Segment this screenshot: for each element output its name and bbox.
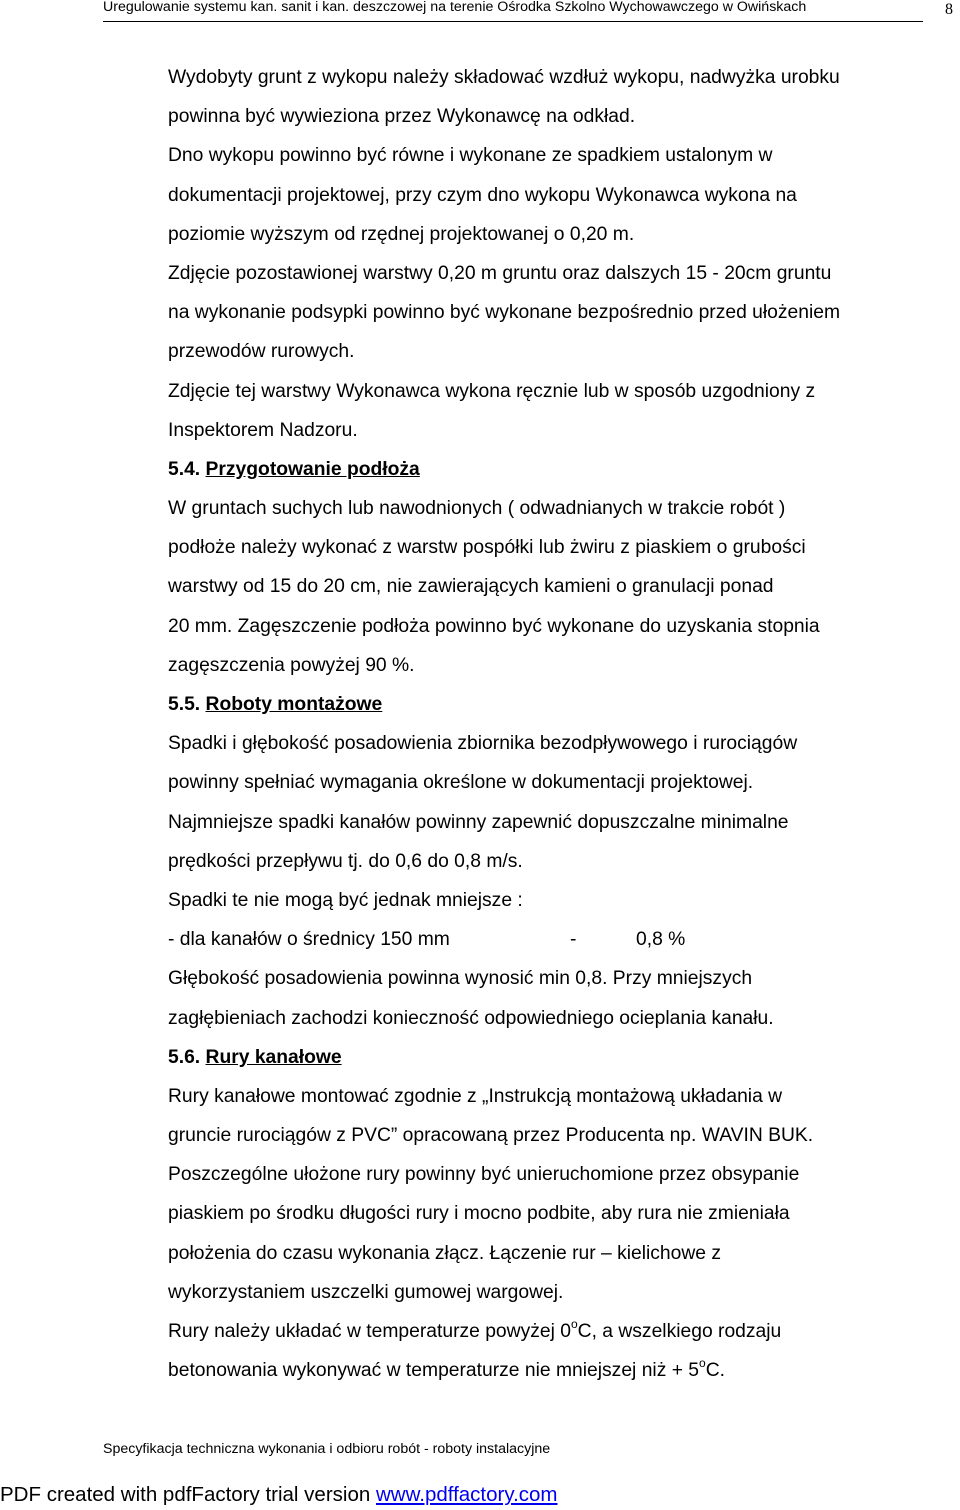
temperature-line: [168, 1351, 960, 1390]
body-line: prędkości przepływu tj. do 0,6 do 0,8 m/s.: [168, 850, 523, 872]
temp-text: C, a wszelkiego rodzaju: [577, 1321, 782, 1342]
body-line: poziomie wyższym od rzędnej projektowanej o 0,20 m.: [168, 223, 635, 245]
temp-text: betonowania wykonywać w temperaturze nie mniejszej niż + 5: [168, 1360, 700, 1382]
slope-value: 0,8 %: [636, 929, 686, 951]
body-line: położenia do czasu wykonania złącz. Łączenie rur – kielichowe z: [168, 1242, 722, 1264]
body-line: Poszczególne ułożone rury powinny być unieruchomione przez obsypanie: [168, 1164, 800, 1186]
section-heading-5-5: [168, 685, 960, 724]
section-number: 5.6.: [168, 1046, 201, 1068]
section-number: 5.4.: [168, 458, 201, 480]
body-line: Inspektorem Nadzoru.: [168, 419, 358, 441]
header-divider: [103, 21, 923, 22]
body-line: Najmniejsze spadki kanałów powinny zapewnić dopuszczalne minimalne: [168, 811, 789, 833]
body-line: warstwy od 15 do 20 cm, nie zawierających kamieni o granulacji ponad: [168, 576, 774, 598]
temp-text: Rury należy układać w temperaturze powyżej 0: [168, 1321, 571, 1342]
degree-superscript: o: [570, 1317, 578, 1331]
body-line: W gruntach suchych lub nawodnionych ( odwadnianych w trakcie robót ): [168, 498, 786, 520]
pdf-text: PDF created with pdfFactory trial version: [0, 1483, 376, 1506]
body-line: powinny spełniać wymagania określone w dokumentacji projektowej.: [168, 772, 754, 794]
degree-superscript: o: [699, 1356, 706, 1371]
slope-requirement-row: [168, 920, 960, 959]
body-line: Spadki i głębokość posadowienia zbiornika bezodpływowego i rurociągów: [168, 733, 798, 755]
body-line: przewodów rurowych.: [168, 341, 355, 363]
body-line: na wykonanie podsypki powinno być wykonane bezpośrednio przed ułożeniem: [168, 302, 841, 324]
body-line: Spadki te nie mogą być jednak mniejsze :: [168, 889, 523, 911]
body-line: Wydobyty grunt z wykopu należy składować wzdłuż wykopu, nadwyżka urobku: [168, 67, 840, 88]
pdf-watermark: [0, 1481, 558, 1509]
temperature-line: [168, 1312, 960, 1351]
body-line: zagłębieniach zachodzi konieczność odpowiedniego ocieplania kanału.: [168, 1007, 774, 1029]
document-body: [168, 58, 960, 1390]
body-line: Zdjęcie pozostawionej warstwy 0,20 m gruntu oraz dalszych 15 - 20cm gruntu: [168, 262, 832, 284]
section-title: Roboty montażowe: [205, 694, 383, 715]
body-line: gruncie rurociągów z PVC” opracowaną przez Producenta np. WAVIN BUK.: [168, 1125, 814, 1147]
body-line: Dno wykopu powinno być równe i wykonane ze spadkiem ustalonym w: [168, 145, 773, 167]
running-header: Uregulowanie systemu kan. sanit i kan. deszczowej na terenie Ośrodka Szkolno Wychowawczego w Owińskach: [103, 0, 807, 15]
body-line: podłoże należy wykonać z warstw pospółki lub żwiru z piaskiem o grubości: [168, 537, 806, 559]
pdffactory-link[interactable]: www.pdffactory.com: [375, 1483, 558, 1506]
body-line: Głębokość posadowienia powinna wynosić min 0,8. Przy mniejszych: [168, 968, 753, 990]
section-number: 5.5.: [168, 694, 201, 715]
body-line: 20 mm. Zagęszczenie podłoża powinno być wykonane do uzyskania stopnia: [168, 615, 820, 637]
section-title: Przygotowanie podłoża: [205, 458, 420, 480]
section-title: Rury kanałowe: [205, 1046, 342, 1068]
page-number: 8: [945, 1, 953, 18]
section-heading-5-4: [168, 450, 960, 489]
footer-spec: Specyfikacja techniczna wykonania i odbioru robót - roboty instalacyjne: [103, 1441, 551, 1457]
temp-text: C.: [705, 1360, 726, 1382]
body-line: piaskiem po środku długości rury i mocno podbite, aby rura nie zmieniała: [168, 1203, 790, 1225]
body-line: Zdjęcie tej warstwy Wykonawca wykona ręcznie lub w sposób uzgodniony z: [168, 380, 816, 402]
body-line: Rury kanałowe montować zgodnie z „Instrukcją montażową układania w: [168, 1085, 783, 1107]
body-line: zagęszczenia powyżej 90 %.: [168, 654, 415, 676]
slope-label: - dla kanałów o średnicy 150 mm: [168, 929, 450, 951]
slope-dash: -: [570, 929, 577, 951]
body-line: powinna być wywieziona przez Wykonawcę na odkład.: [168, 106, 636, 128]
body-line: dokumentacji projektowej, przy czym dno wykopu Wykonawca wykona na: [168, 184, 797, 206]
section-heading-5-6: [168, 1038, 960, 1077]
body-line: wykorzystaniem uszczelki gumowej wargowej.: [168, 1281, 564, 1303]
